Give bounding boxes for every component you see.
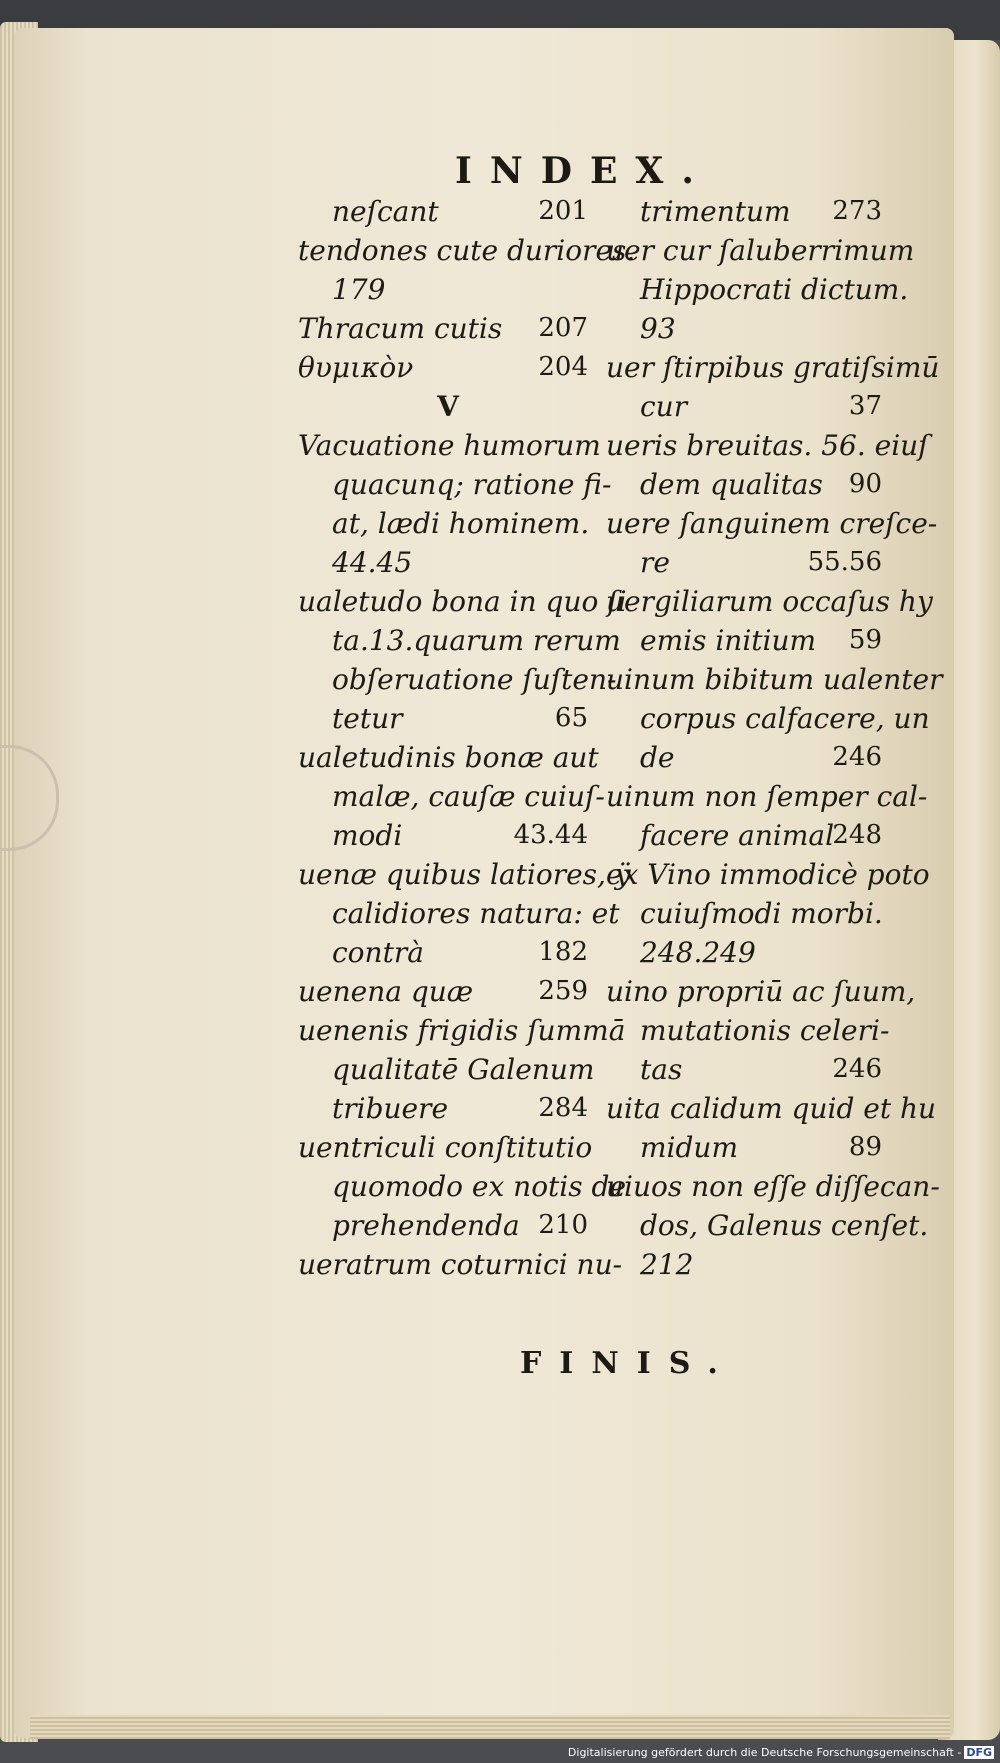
digitization-credit <box>568 1746 994 1759</box>
entry-text: de <box>640 741 675 774</box>
index-entry <box>298 1206 598 1245</box>
index-entry <box>298 1128 598 1167</box>
index-entry <box>606 1128 886 1167</box>
index-entry <box>606 1245 886 1284</box>
entry-text: Hippocrati dictum. <box>640 273 909 306</box>
page-stack-bottom <box>30 1715 950 1739</box>
index-entry <box>606 582 933 621</box>
index-entry <box>606 699 930 738</box>
page-reference: 204 <box>538 352 588 382</box>
entry-text: trimentum <box>640 195 791 228</box>
page-reference: 207 <box>538 313 588 343</box>
entry-text: ueratrum coturnici nu- <box>298 1248 623 1281</box>
index-entry <box>606 1167 940 1206</box>
dfg-logo: DFG <box>966 1746 992 1759</box>
index-entry <box>606 192 886 231</box>
entry-text: 93 <box>640 312 676 345</box>
entry-text: obſeruatione ſuſten- <box>332 663 617 696</box>
index-entry <box>298 192 598 231</box>
page-reference: 210 <box>538 1210 588 1240</box>
entry-text: cur <box>640 390 688 423</box>
index-entry <box>606 1089 937 1128</box>
entry-text: 212 <box>640 1248 694 1281</box>
section-letter: V <box>437 390 459 423</box>
page-reference: 201 <box>538 196 588 226</box>
index-entry <box>606 348 940 387</box>
index-entry <box>606 231 915 270</box>
entry-text: 248.249 <box>640 936 756 969</box>
index-entry <box>606 270 909 309</box>
entry-text: 44.45 <box>332 546 413 579</box>
index-entry <box>606 621 886 660</box>
index-entry <box>606 543 886 582</box>
entry-text: uinum bibitum ualenter <box>606 663 943 696</box>
entry-text: uer ſtirpibus gratiſsimū <box>606 351 940 384</box>
entry-text: uenena quæ <box>298 975 474 1008</box>
index-entry <box>298 972 598 1011</box>
entry-text: emis initium <box>640 624 817 657</box>
index-entry <box>606 426 929 465</box>
page-reference: 59 <box>848 625 882 655</box>
entry-text: uino propriū ac ſuum, <box>606 975 916 1008</box>
page-reference: 43.44 <box>513 820 588 850</box>
entry-text: uinum non ſemper cal- <box>606 780 928 813</box>
entry-text: dos, Galenus cenſet. <box>640 1209 929 1242</box>
index-entry <box>298 1167 627 1206</box>
index-entry <box>298 738 598 777</box>
index-entry <box>298 777 605 816</box>
finis-footer: FINIS. <box>520 1346 736 1381</box>
page-reference: 65 <box>554 703 588 733</box>
index-entry <box>606 972 916 1011</box>
entry-text: ualetudo bona in quo ſi <box>298 585 627 618</box>
index-entry <box>298 1089 598 1128</box>
entry-text: contrà <box>332 936 424 969</box>
page-reference: 55.56 <box>807 547 882 577</box>
page-reference: 248 <box>832 820 882 850</box>
entry-text: cuiuſmodi morbi. <box>640 897 883 930</box>
entry-text: 179 <box>332 273 386 306</box>
index-header: INDEX. <box>455 150 712 192</box>
index-entry <box>606 660 943 699</box>
index-entry <box>298 621 621 660</box>
entry-text: mutationis celeri- <box>640 1014 890 1047</box>
page-reference: 273 <box>832 196 882 226</box>
page-reference: 182 <box>538 937 588 967</box>
entry-text: midum <box>640 1131 739 1164</box>
index-entry <box>298 894 620 933</box>
index-entry <box>298 660 617 699</box>
entry-text: Thracum cutis <box>298 312 503 345</box>
page-reference: 37 <box>848 391 882 421</box>
entry-text: calidiores natura: et <box>332 897 620 930</box>
index-entry <box>298 933 598 972</box>
entry-text: uenenis frigidis ſummā <box>298 1014 626 1047</box>
page-reference: 246 <box>832 1054 882 1084</box>
index-entry <box>606 1206 929 1245</box>
entry-text: ualetudinis bonæ aut <box>298 741 599 774</box>
entry-text: ta.13.quarum rerum <box>332 624 621 657</box>
index-entry <box>606 738 886 777</box>
entry-text: Vacuatione humorum <box>298 429 601 462</box>
index-entry <box>606 855 930 894</box>
index-entry <box>298 465 612 504</box>
index-entry <box>298 426 601 465</box>
index-entry <box>298 348 598 387</box>
page-reference: 89 <box>848 1132 882 1162</box>
entry-text: ex Vino immodicè poto <box>606 858 930 891</box>
index-column-left <box>298 192 636 1284</box>
index-entry <box>606 309 886 348</box>
index-entry <box>606 504 938 543</box>
entry-text: uenæ quibus latiores, ÿ <box>298 858 631 891</box>
index-entry <box>298 504 598 543</box>
entry-text: uergiliarum occaſus hy <box>606 585 933 618</box>
index-entry <box>298 1011 626 1050</box>
index-entry <box>606 465 886 504</box>
entry-text: neſcant <box>332 195 439 228</box>
index-entry <box>606 933 886 972</box>
index-entry <box>606 777 928 816</box>
index-entry <box>298 855 631 894</box>
entry-text: θυμικὸν <box>298 351 414 384</box>
entry-text: uere ſanguinem creſce- <box>606 507 938 540</box>
index-entry <box>298 309 598 348</box>
entry-text: uer cur ſaluberrimum <box>606 234 915 267</box>
credit-text: Digitalisierung gefördert durch die Deutsche Forschungsgemeinschaft - <box>567 1746 962 1759</box>
index-entry <box>606 387 886 426</box>
entry-text: tas <box>640 1053 683 1086</box>
entry-text: ueris breuitas. 56. eiuſ <box>606 429 929 462</box>
entry-text: facere animal <box>640 819 835 852</box>
index-column-right <box>606 192 943 1284</box>
entry-text: tetur <box>332 702 403 735</box>
entry-text: qualitatē Galenum <box>332 1053 595 1086</box>
entry-text: dem qualitas <box>640 468 823 501</box>
index-entry <box>606 1011 890 1050</box>
index-entry <box>298 699 598 738</box>
entry-text: modi <box>332 819 403 852</box>
page-reference: 259 <box>538 976 588 1006</box>
index-entry <box>298 543 598 582</box>
entry-text: corpus calfacere, un <box>640 702 930 735</box>
entry-text: at, lædi hominem. <box>332 507 590 540</box>
page-reference: 284 <box>538 1093 588 1123</box>
index-entry <box>606 1050 886 1089</box>
index-entry <box>298 816 598 855</box>
entry-text: tribuere <box>332 1092 449 1125</box>
index-entry <box>606 816 886 855</box>
index-entry <box>298 231 636 270</box>
index-entry <box>298 582 627 621</box>
entry-text: re <box>640 546 670 579</box>
entry-text: tendones cute duriores. <box>298 234 636 267</box>
page-reference: 246 <box>832 742 882 772</box>
entry-text: uentriculi conſtitutio <box>298 1131 593 1164</box>
index-entry <box>606 894 886 933</box>
entry-text: uiuos non eſſe diſſecan- <box>606 1170 940 1203</box>
entry-text: malæ, cauſæ cuiuſ- <box>332 780 605 813</box>
entry-text: prehendenda <box>332 1209 520 1242</box>
index-entry <box>298 1050 598 1089</box>
index-entry <box>298 387 598 426</box>
entry-text: quacunq; ratione fi- <box>332 468 612 501</box>
index-entry <box>298 270 598 309</box>
page-reference: 90 <box>848 469 882 499</box>
entry-text: uita calidum quid et hu <box>606 1092 937 1125</box>
index-entry <box>298 1245 623 1284</box>
entry-text: quomodo ex notis de <box>332 1170 627 1203</box>
